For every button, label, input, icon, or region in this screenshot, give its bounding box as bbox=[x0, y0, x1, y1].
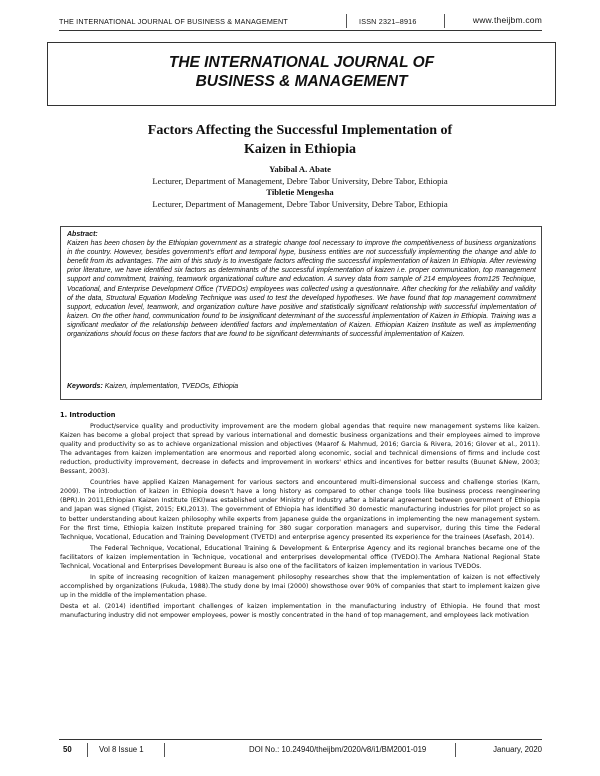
abstract-label: Abstract: bbox=[67, 231, 98, 238]
keywords bbox=[67, 383, 238, 390]
abstract bbox=[67, 230, 536, 339]
footer-volume: Vol 8 Issue 1 bbox=[99, 745, 144, 754]
page-number: 50 bbox=[63, 745, 72, 754]
paragraph: In spite of increasing recognition of kaizen management philosophy researches show that the implementation of kaizen is not effectively accomplished by organizations (Fukuda, 1988).The study done by Imai (2000) showsthose over 90% of companies that start to implement kaizen give up in the middle of the implementation phase. bbox=[60, 573, 540, 599]
header-rule bbox=[59, 30, 542, 31]
footer-separator bbox=[455, 743, 456, 757]
journal-title-line: BUSINESS & MANAGEMENT bbox=[195, 73, 408, 90]
paragraph: Desta et al. (2014) identified important challenges of kaizen implementation in the manufacturing industry of Ethiopia. He found that most manufacturing industry did not empower employees, power is mostly concentrated in the hand of top management, and employees lack motivation bbox=[60, 602, 540, 619]
abstract-box bbox=[60, 226, 542, 400]
paragraph: The Federal Technique, Vocational, Educational Training & Development & Enterprise Agency and its regional branches became one of the facilitators of kaizen implementation in Technique, vocational and enterprises developmental office (TVEDO).The Amhara National Regional State Technical, Vocational and Enterprises Development Bureau is also one of the facilitators of kaizen implementation in various TVEDOs. bbox=[60, 544, 540, 570]
footer-separator bbox=[164, 743, 165, 757]
journal-title bbox=[48, 53, 555, 91]
footer bbox=[59, 743, 542, 757]
journal-title-line: THE INTERNATIONAL JOURNAL OF bbox=[168, 54, 435, 71]
header-website[interactable]: www.theijbm.com bbox=[472, 15, 542, 25]
paragraph: Product/service quality and productivity improvement are the modern global agendas that require new management systems like kaizen. Kaizen has become a global project that spread by various international and domestic business organizations and their employees aimed to improve quality and productivity so as to achieve organizational mission and objectives (Maarof & Mahmud, 2016; Garcia & Rivera, 2016; Glover et al., 2011). The advantages from kaizen implementation are enormous and reported along economic, social and technical dimensions of firms and include cost reduction, productivity improvement, decrease in defects and improvement in workers' ethics and incentives for better results (Buunet &New, 2003; Bessant, 2003). bbox=[60, 423, 540, 476]
header-issn: ISSN 2321–8916 bbox=[359, 17, 417, 26]
footer-doi[interactable]: DOI No.: 10.24940/theijbm/2020/v8/i1/BM2001-019 bbox=[249, 745, 427, 754]
paragraph: Countries have applied Kaizen Management for various sectors and encountered multi-dimensional success and challenge stories (Karn, 2009). The introduction of kaizen in Ethiopia doesn't have a long history as compared to other change tools like business process reengineering (BPR).In 2011,Ethiopian Kaizen Institute (EKI)was established under Ministry of Industry after a bilateral agreement between government of Ethiopia and Japan was signed (Tigist, 2015; EKI,2013). The government of Ethiopia has identified 30 domestic manufacturing industries for pilot project so as to better understanding about kaizen philosophy while experts from Japanese guide the organizations in implementing the new management system. For the first time, Ethiopia kaizen Institute prepared training for 380 sugar corporation managers and supervisor, during this time the Federal Technique, Vocational, Education and Training Development (TVETD) and enterprise agency presented its experience for the trainees (Asefash, 2014). bbox=[60, 479, 540, 541]
journal-title-box bbox=[47, 42, 556, 106]
footer-separator bbox=[87, 743, 88, 757]
author-name: Tibletie Mengesha bbox=[266, 187, 334, 197]
body-text bbox=[60, 411, 540, 620]
author-affiliation: Lecturer, Department of Management, Debre Tabor University, Debre Tabor, Ethiopia bbox=[152, 198, 448, 209]
header-separator bbox=[444, 14, 445, 28]
abstract-text: Kaizen has been chosen by the Ethiopian government as a strategic change tool necessary to improve the competitiveness of business organizations in the country. However, besides government's effort and temporal hype, business entities are not successfully implementing the change and able to benefit from its advantages. The aim of this study is to investigate factors affecting the successful implementation of kaizen In Ethiopia. After reviewing prior literature, we have identified six factors as determinants of the successful implementation of kaizen i.e. proper communication, top management support and commitment, training, teamwork organizational culture and education. A survey data from sample of 214 employees from125 Technique, Vocational, and Enterprise Development Office (TVEDOs) employees was collected using a questionnaire. After checking for the reliability and validity of the data, Structural Equation Modeling Technique was used to test the developed hypotheses. We have found that top management commitment support, education level, teamwork, and organization culture have positive and statistically significant relationship with successful implementation of kaizen. On the other hand, communication found to be insignificant determinant of the successful implementation of Kaizen in Ethiopia. Training was a significant mediator of the relationship between identified factors and implementation of Kaizen. Ethiopian Kaizen Institute as well as implementing organizations should focus on these factors that are found to be significant determinants of successful implementation of Kaizen. bbox=[67, 240, 536, 339]
paper-title-line: Factors Affecting the Successful Implementation of bbox=[147, 123, 453, 138]
section-heading: 1. Introduction bbox=[60, 411, 116, 419]
footer-rule bbox=[59, 739, 542, 740]
header-separator bbox=[346, 14, 347, 28]
paper-title-line: Kaizen in Ethiopia bbox=[243, 142, 357, 157]
author-affiliation: Lecturer, Department of Management, Debre Tabor University, Debre Tabor, Ethiopia bbox=[152, 175, 448, 186]
author-block bbox=[60, 164, 540, 210]
author-name: Yabibal A. Abate bbox=[269, 164, 331, 174]
paper-title bbox=[60, 121, 540, 159]
keywords-label: Keywords: bbox=[67, 383, 103, 390]
keywords-text: Kaizen, implementation, TVEDOs, Ethiopia bbox=[104, 383, 239, 390]
footer-date: January, 2020 bbox=[493, 745, 542, 754]
running-header bbox=[59, 14, 542, 28]
header-journal: THE INTERNATIONAL JOURNAL OF BUSINESS & MANAGEMENT bbox=[59, 17, 288, 26]
